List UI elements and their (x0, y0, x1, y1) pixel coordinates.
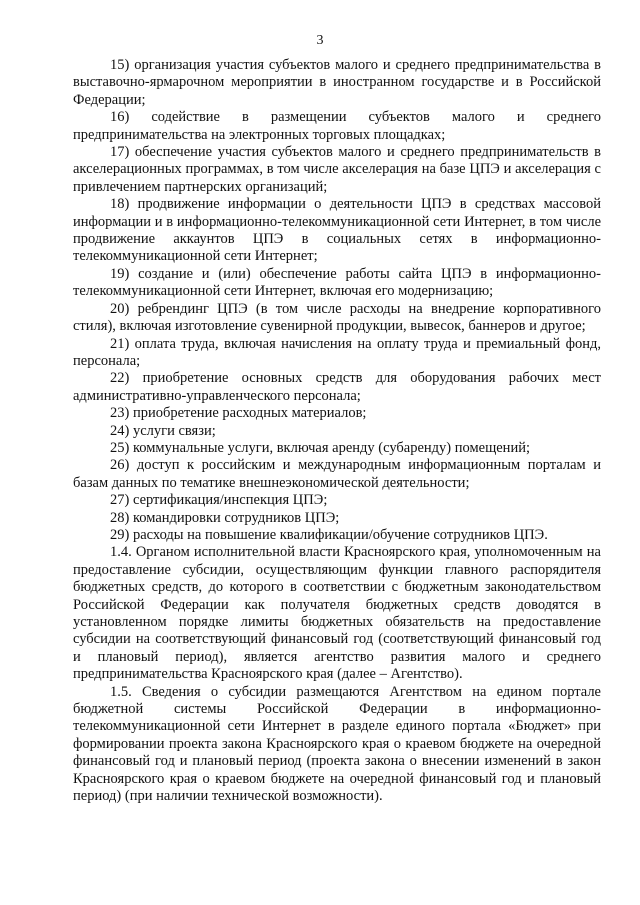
list-item-24: 24) услуги связи; (110, 422, 216, 439)
page-number: 3 (316, 33, 324, 48)
list-item-29: 29) расходы на повышение квалификации/обучение сотрудников ЦПЭ. (110, 526, 548, 543)
list-item-25: 25) коммунальные услуги, включая аренду (субаренду) помещений; (110, 439, 530, 456)
list-item-22: 22) приобретение основных средств для оборудования рабочих мест административно-управленческого персонала; (73, 370, 601, 404)
list-item-15: 15) организация участия субъектов малого и среднего предпринимательства в выставочно-ярмарочном мероприятии в иностранном государстве и в Российской Федерации; (73, 57, 601, 108)
list-item-26: 26) доступ к российским и международным информационным порталам и базам данных по тематике внешнеэкономической деятельности; (73, 457, 601, 491)
list-item-23: 23) приобретение расходных материалов; (110, 405, 367, 422)
section-1-5: 1.5. Сведения о субсидии размещаются Агентством на едином портале бюджетной системы Российской Федерации в информационно-телекоммуникационной сети Интернет в разделе единого портала «Бюджет» при формировании проекта закона Красноярского края о краевом бюджете на очередной финансовый год и плановый период (проекта закона о внесении изменений в закон Красноярского края о краевом бюджете на очередной финансовый год и плановый период) (при наличии технической возможности). (73, 683, 601, 805)
section-1-4: 1.4. Органом исполнительной власти Красноярского края, уполномоченным на предоставление субсидии, осуществляющим функции главного распорядителя бюджетных средств, до которого в соответствии с бюджетным законодательством Российской Федерации как получателя бюджетных средств доводятся в установленном порядке лимиты бюджетных обязательств на предоставление субсидии на соответствующий финансовый год (соответствующий финансовый год и плановый период), является агентство развития малого и среднего предпринимательства Красноярского края (далее – Агентство). (73, 544, 601, 683)
list-item-21: 21) оплата труда, включая начисления на оплату труда и премиальный фонд, персонала; (73, 335, 601, 369)
list-item-17: 17) обеспечение участия субъектов малого и среднего предпринимательств в акселерационных программах, в том числе акселерация на базе ЦПЭ и акселерация с привлечением партнерских организаций; (73, 144, 601, 195)
list-item-20: 20) ребрендинг ЦПЭ (в том числе расходы на внедрение корпоративного стиля), включая изготовление сувенирной продукции, вывесок, баннеров и другое; (73, 300, 601, 335)
list-item-19: 19) создание и (или) обеспечение работы сайта ЦПЭ в информационно-телекоммуникационной сети Интернет, включая его модернизацию; (73, 265, 601, 300)
list-item-28: 28) командировки сотрудников ЦПЭ; (110, 509, 340, 526)
list-item-18: 18) продвижение информации о деятельности ЦПЭ в средствах массовой информации и в информационно-телекоммуникационной сети Интернет, в том числе продвижение аккаунтов ЦПЭ в социальных сетях в информационно-телекоммуникационной сети Интернет; (73, 196, 601, 265)
list-item-16: 16) содействие в размещении субъектов малого и среднего предпринимательства на электронных торговых площадках; (73, 109, 601, 143)
list-item-27: 27) сертификация/инспекция ЦПЭ; (110, 492, 328, 509)
document-body (73, 57, 601, 805)
